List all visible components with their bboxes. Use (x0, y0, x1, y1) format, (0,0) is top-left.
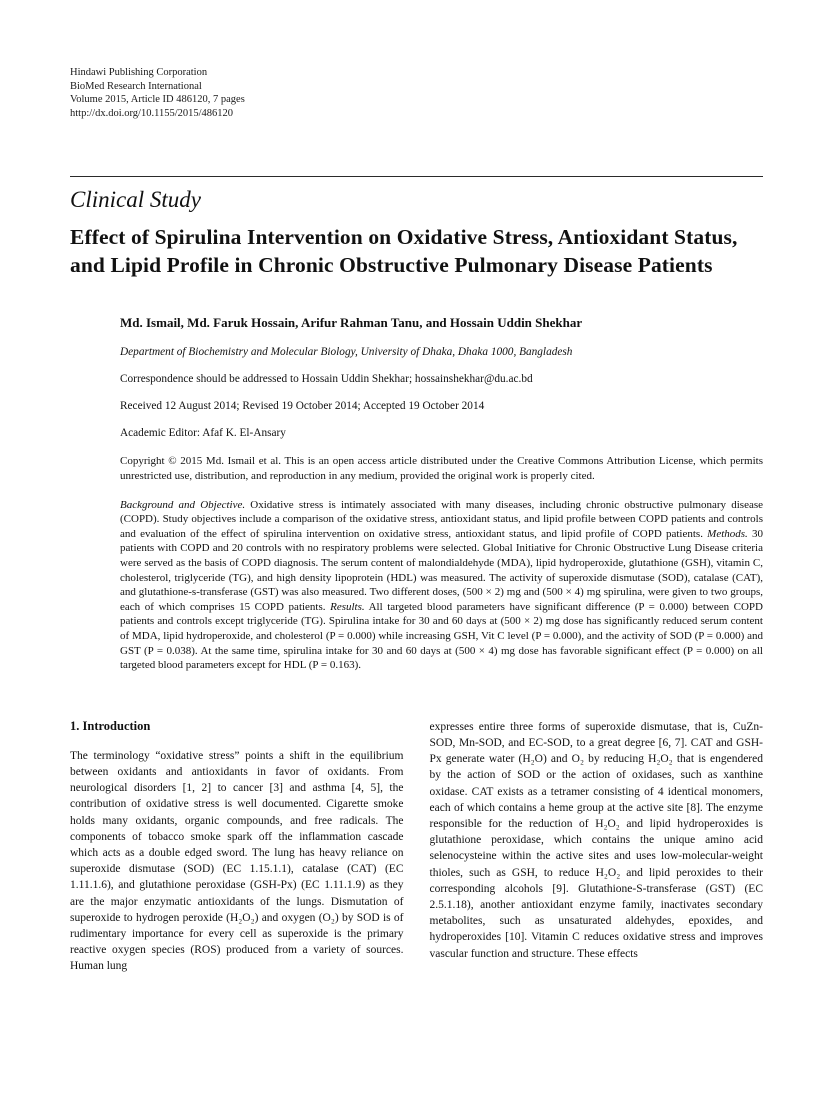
article-title: Effect of Spirulina Intervention on Oxidative Stress, Antioxidant Status, and Lipid Profile in Chronic Obstructive Pulmonary Disease Patients (70, 225, 738, 278)
volume-info: Volume 2015, Article ID 486120, 7 pages (70, 94, 245, 106)
introduction-heading: 1. Introduction (70, 718, 151, 733)
abstract-segment: Results. (330, 600, 365, 613)
introduction-text-right: expresses entire three forms of superoxide dismutase, that is, CuZn-SOD, Mn-SOD, and EC-SOD, to a great degree [6, 7]. CAT and GSH-Px generate water (H₂O) and O₂ by reducing H₂O₂ that is engendered by the action of SOD or the action of oxidases, such as xanthine oxidase. CAT exists as a tetramer consisting of 4 identical monomers, each of which contains a heme group at the active site [8]. The enzyme responsible for the reduction of H₂O₂ and lipid hydroperoxides is glutathione peroxidase, which contains the unique amino acid selenocysteine within the active sites and uses low-molecular-weight thioles, such as GSH, to reduce H₂O₂ and lipid peroxides to their corresponding alcohols [9]. Glutathione-S-transferase (GST) (EC 2.5.1.18), another antioxidant enzyme family, inactivates secondary metabolites, such as unsaturated aldehydes, epoxides, and hydroperoxides [10]. Vitamin C reduces oxidative stress and improves vascular function and structure. These effects (429, 720, 763, 960)
article-meta (120, 315, 763, 672)
correspondence-line[interactable]: Correspondence should be addressed to Hossain Uddin Shekhar; hossainshekhar@du.ac.bd (120, 373, 533, 386)
two-column-body (70, 719, 763, 975)
left-column (70, 719, 404, 975)
abstract-segment: 30 patients with COPD and 20 controls with no respiratory problems were selected. Global Initiative for Chronic Obstructive Lung Disease criteria were served as the basis of COPD diagnosis. The serum content of malondialdehyde (MDA), lipid hydroperoxide, glutathione (GSH), vitamin C, cholesterol, triglyceride (TG), and high density lipoprotein (HDL) was measured. The activity of superoxide dismutase (SOD), catalase (CAT), and glutathione-s-transferase (GST) was also measured. Two different doses, (500 × 2) mg and (500 × 4) mg spirulina, were given to two groups, each of which comprises 15 COPD patients. (120, 527, 764, 613)
copyright-notice: Copyright © 2015 Md. Ismail et al. This is an open access article distributed under the Creative Commons Attribution License, which permits unrestricted use, distribution, and reproduction in any medium, provided the original work is properly cited. (120, 455, 763, 482)
dates-line: Received 12 August 2014; Revised 19 October 2014; Accepted 19 October 2014 (120, 400, 485, 413)
publisher-block (70, 66, 763, 120)
academic-editor-line: Academic Editor: Afaf K. El-Ansary (120, 427, 286, 440)
right-column (430, 719, 764, 962)
affiliation-line: Department of Biochemistry and Molecular Biology, University of Dhaka, Dhaka 1000, Bangladesh (120, 346, 573, 359)
doi-link[interactable]: http://dx.doi.org/10.1155/2015/486120 (70, 107, 234, 119)
introduction-text-left: The terminology “oxidative stress” points a shift in the equilibrium between oxidants and antioxidants in favor of oxidants. From neurological disorders [1, 2] to cancer [3] and asthma [4, 5], the contribution of oxidative stress is well documented. Cigarette smoke holds many oxidants, organic compounds, and free radicals. The components of tobacco smoke spark off the inflammation cascade which acts as a double edged sword. The lung has heavy reliance on superoxide dismutase (SOD) (EC 1.15.1.1), catalase (CAT) (EC 1.11.1.6), and glutathione peroxidase (GSH-Px) (EC 1.11.1.9) as they are the major enzymatic antioxidants of the lungs. Dismutation of superoxide to hydrogen peroxide (H₂O₂) and oxygen (O₂) by SOD is of rudimentary importance for every cell as superoxide is the primary reactive oxygen species (ROS) produced from a variety of sources. Human lung (70, 749, 404, 973)
abstract-segment: Oxidative stress is intimately associated with many diseases, including chronic obstructive pulmonary disease (COPD). Study objectives include a comparison of the oxidative stress, antioxidant status, and lipid profile between COPD patients and controls and evaluation of the effect of spirulina intervention on oxidative stress, antioxidant status, and lipid profile of COPD patients. (120, 498, 763, 540)
journal-name: BioMed Research International (70, 80, 202, 92)
authors-line: Md. Ismail, Md. Faruk Hossain, Arifur Rahman Tanu, and Hossain Uddin Shekhar (120, 315, 583, 331)
abstract-segment: All targeted blood parameters have significant difference (P = 0.000) between COPD patients and controls except triglyceride (TG). Spirulina intake for 30 and 60 days at (500 × 2) mg dose has significantly reduced serum content of MDA, lipid hydroperoxide, and cholesterol (P = 0.000) while increasing GSH, Vit C level (P = 0.000), and the activity of SOD (P = 0.000) and GST (P = 0.038). At the same time, spirulina intake for 30 and 60 days at (500 × 4) mg dose has favorable significant effect (P = 0.000) on all targeted blood parameters except for HDL (P = 0.163). (120, 600, 763, 672)
article-type-label: Clinical Study (70, 187, 201, 213)
header-divider (70, 176, 763, 177)
abstract-paragraph (120, 498, 763, 673)
abstract-segment: Background and Objective. (120, 498, 246, 511)
publisher-name: Hindawi Publishing Corporation (70, 67, 208, 78)
abstract-segment: Methods. (707, 527, 748, 540)
